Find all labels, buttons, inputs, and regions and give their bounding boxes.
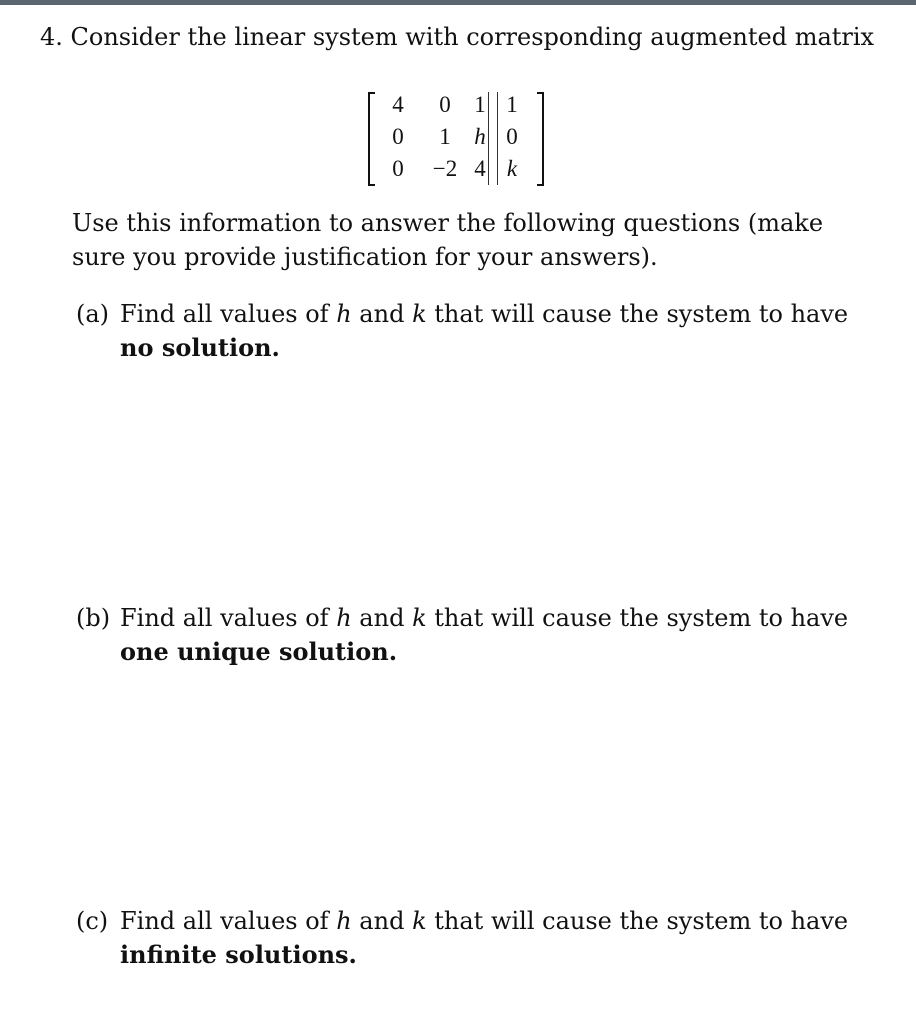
- matrix-cell: 1: [439, 124, 451, 149]
- matrix-cell: 4: [392, 92, 404, 117]
- matrix-cell: 4: [474, 156, 486, 181]
- matrix-column-divider: [488, 92, 489, 185]
- augmented-matrix: [368, 88, 544, 188]
- matrix-cell: k: [506, 156, 518, 181]
- part-emphasis: one unique solution.: [120, 637, 398, 666]
- part-text: and: [359, 604, 405, 632]
- matrix-cell: h: [474, 124, 486, 149]
- question-part-a: [76, 297, 856, 365]
- part-text: that will cause the system to have: [434, 907, 849, 935]
- variable-k: k: [412, 300, 427, 328]
- matrix-cell: −2: [432, 156, 458, 181]
- part-text: Find all values of: [120, 300, 329, 328]
- question-part-c: [76, 904, 856, 972]
- part-text: Find all values of: [120, 907, 329, 935]
- variable-h: h: [336, 907, 352, 935]
- variable-h: h: [336, 300, 352, 328]
- matrix-left-bracket: [368, 92, 375, 186]
- part-text: that will cause the system to have: [434, 300, 849, 328]
- part-text: Find all values of: [120, 604, 329, 632]
- matrix-cell: 1: [506, 92, 518, 117]
- part-text: and: [359, 907, 405, 935]
- part-label: (c): [76, 907, 109, 935]
- variable-h: h: [336, 604, 352, 632]
- matrix-right-bracket: [537, 92, 544, 186]
- matrix-cell: 0: [392, 124, 404, 149]
- matrix-cell: 0: [439, 92, 451, 117]
- variable-k: k: [412, 604, 427, 632]
- part-text: that will cause the system to have: [434, 604, 849, 632]
- matrix-cell: 0: [392, 156, 404, 181]
- problem-header: 4. Consider the linear system with corresponding augmented matrix: [40, 23, 875, 51]
- part-text: and: [359, 300, 405, 328]
- part-emphasis: no solution.: [120, 333, 280, 362]
- part-label: (b): [76, 604, 111, 632]
- question-part-b: [76, 601, 856, 669]
- matrix-cell: 1: [474, 92, 486, 117]
- top-bar: [0, 0, 916, 5]
- part-label: (a): [76, 300, 110, 328]
- instructions-text: Use this information to answer the following questions (make sure you provide justification for your answers).: [72, 209, 824, 271]
- part-emphasis: infinite solutions.: [120, 940, 357, 969]
- variable-k: k: [412, 907, 427, 935]
- matrix-augment-divider: [497, 92, 498, 185]
- matrix-cell: 0: [506, 124, 518, 149]
